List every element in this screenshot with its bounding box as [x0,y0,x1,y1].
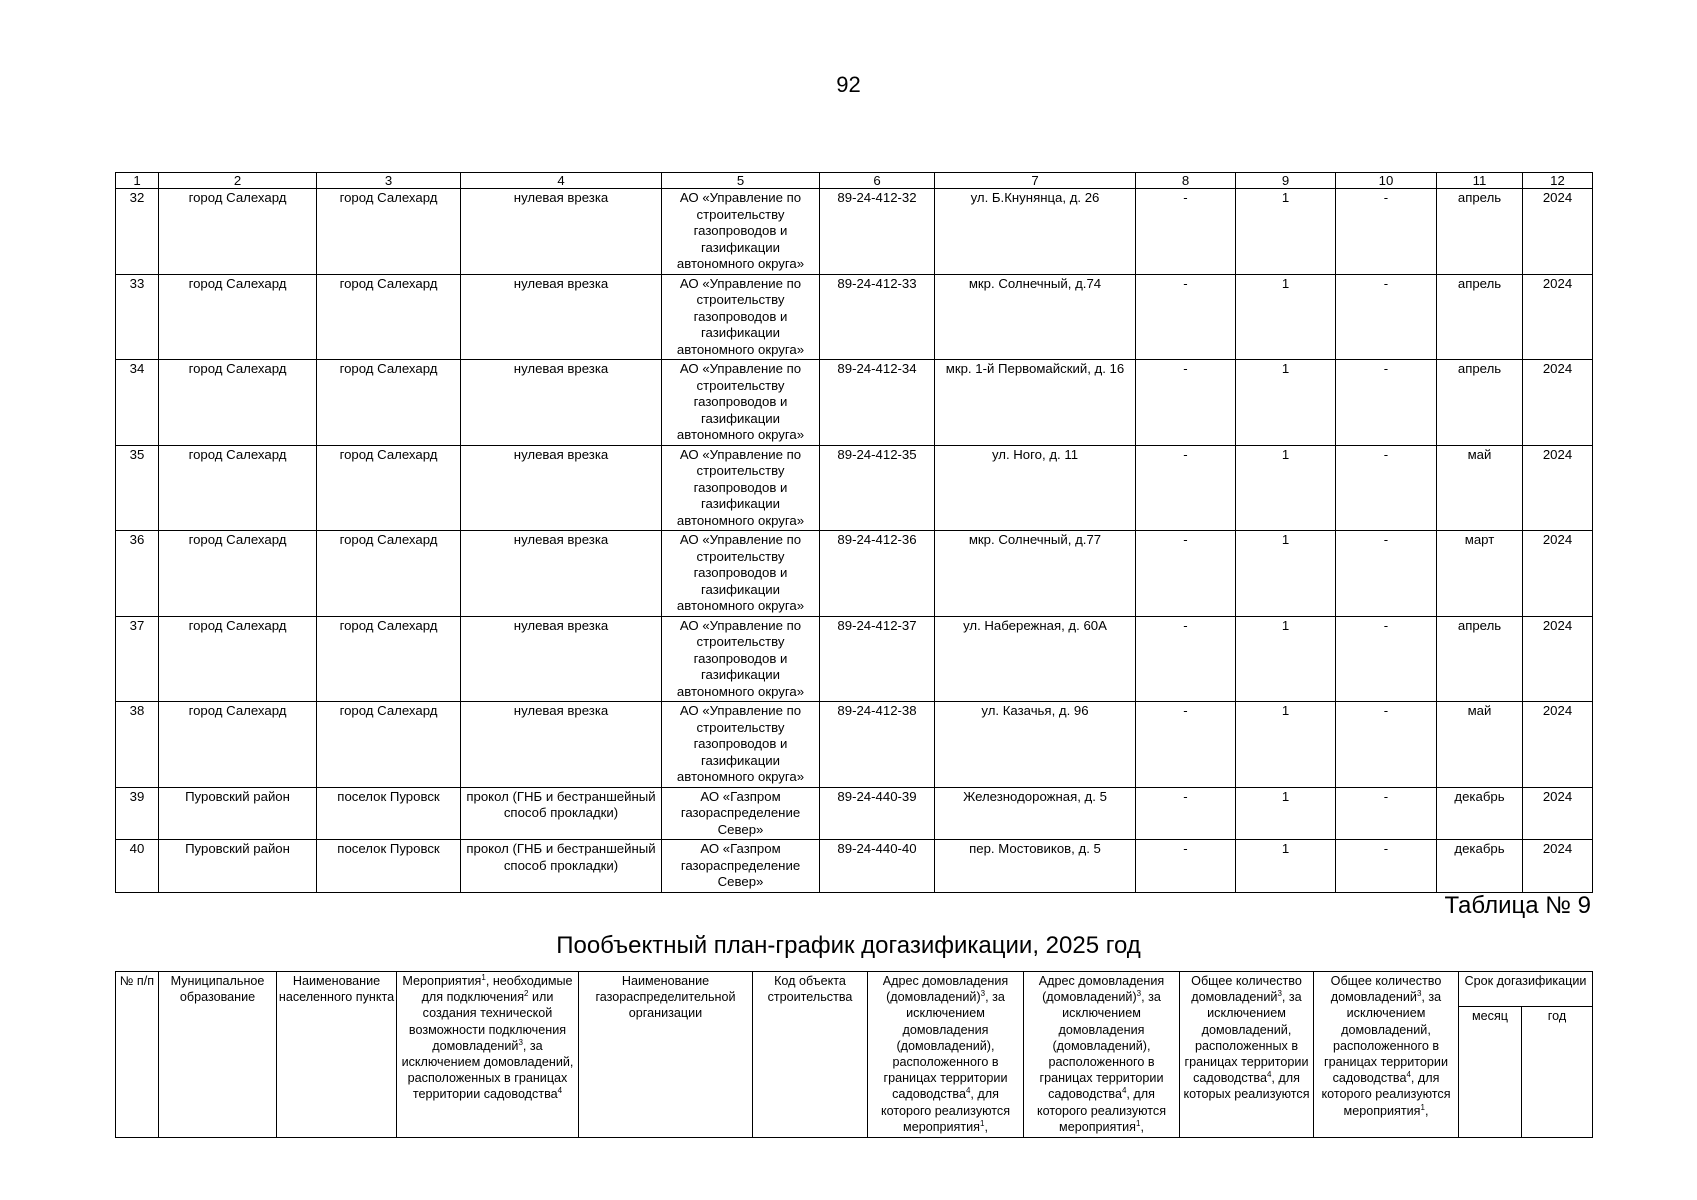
table-cell: - [1336,445,1437,531]
table-cell: 1 [1236,531,1336,617]
table-row [116,702,1593,788]
table-row [116,445,1593,531]
header-row-1 [116,972,1593,1007]
header-total-count-a: Общее количество домовладений$^3$, за исключением домовладений, расположенных в границах территории садоводства$^4$, для которых реализуются [1180,972,1314,1138]
gasification-table-continued [115,172,1593,893]
table-cell: 1 [1236,360,1336,446]
table-cell: 2024 [1523,616,1593,702]
table-cell: город Салехард [159,531,317,617]
table-cell: - [1336,787,1437,840]
table-cell: 1 [1236,274,1336,360]
table-cell: нулевая врезка [461,616,662,702]
table-cell: 89-24-412-32 [820,189,935,275]
table-cell: 89-24-440-40 [820,840,935,893]
table-cell: 33 [116,274,159,360]
table-cell: - [1136,445,1236,531]
table-cell: декабрь [1437,840,1523,893]
column-number: 3 [317,173,461,189]
table-cell: город Салехард [317,189,461,275]
table-cell: май [1437,702,1523,788]
table-cell: нулевая врезка [461,445,662,531]
page-number: 92 [836,72,861,97]
column-number: 5 [662,173,820,189]
table-cell: 1 [1236,787,1336,840]
table-cell: город Салехард [317,274,461,360]
table-cell: АО «Управление по строительству газопроводов и газификации автономного округа» [662,360,820,446]
table-cell: май [1437,445,1523,531]
table-cell: Пуровский район [159,787,317,840]
table-cell: 36 [116,531,159,617]
table-cell: прокол (ГНБ и бестраншейный способ прокладки) [461,840,662,893]
column-number-row [116,173,1593,189]
column-number: 2 [159,173,317,189]
table-cell: АО «Газпром газораспределение Север» [662,787,820,840]
table-cell: апрель [1437,616,1523,702]
table-cell: город Салехард [159,445,317,531]
table-cell: - [1336,840,1437,893]
table-cell: мкр. Солнечный, д.77 [935,531,1136,617]
table-cell: 89-24-412-33 [820,274,935,360]
table-cell: ул. Б.Кнунянца, д. 26 [935,189,1136,275]
table-cell: город Салехард [317,531,461,617]
table-cell: нулевая врезка [461,189,662,275]
table-row [116,616,1593,702]
table-cell: 2024 [1523,189,1593,275]
table-cell: поселок Пуровск [317,787,461,840]
table-cell: АО «Газпром газораспределение Север» [662,840,820,893]
table-cell: - [1136,360,1236,446]
table-cell: апрель [1437,360,1523,446]
table-cell: 34 [116,360,159,446]
table-cell: АО «Управление по строительству газопроводов и газификации автономного округа» [662,616,820,702]
table-cell: - [1336,189,1437,275]
table-caption: Таблица № 9 [1444,892,1591,919]
table-cell: город Салехард [159,189,317,275]
table-cell: 38 [116,702,159,788]
header-settlement: Наименование населенного пункта [277,972,397,1138]
table-cell: АО «Управление по строительству газопроводов и газификации автономного округа» [662,531,820,617]
table-cell: 89-24-412-38 [820,702,935,788]
header-number: № п/п [116,972,159,1138]
table-cell: 1 [1236,445,1336,531]
column-number: 12 [1523,173,1593,189]
table-cell: - [1336,702,1437,788]
table-cell: - [1136,702,1236,788]
column-number: 6 [820,173,935,189]
table-cell: АО «Управление по строительству газопроводов и газификации автономного округа» [662,445,820,531]
table-cell: декабрь [1437,787,1523,840]
table-cell: - [1336,360,1437,446]
table-cell: прокол (ГНБ и бестраншейный способ прокладки) [461,787,662,840]
table-cell: 35 [116,445,159,531]
table-cell: 89-24-440-39 [820,787,935,840]
header-municipality: Муниципальное образование [159,972,277,1138]
header-address-b: Адрес домовладения (домовладений)$^3$, за исключением домовладения (домовладений), расположенного в границах территории садоводства$^4$, для которого реализуются мероприятия$^1$, [1024,972,1180,1138]
table-cell: нулевая врезка [461,531,662,617]
table-cell: город Салехард [159,360,317,446]
table-cell: - [1136,616,1236,702]
table-cell: 40 [116,840,159,893]
header-gasification-term: Срок догазификации [1459,972,1593,1007]
column-number: 4 [461,173,662,189]
table-cell: - [1336,616,1437,702]
table-cell: поселок Пуровск [317,840,461,893]
table-cell: 2024 [1523,702,1593,788]
table-cell: город Салехард [317,702,461,788]
table-cell: мкр. Солнечный, д.74 [935,274,1136,360]
table-cell: 89-24-412-35 [820,445,935,531]
table-cell: город Салехард [317,445,461,531]
table-cell: - [1136,787,1236,840]
table-cell: 2024 [1523,840,1593,893]
table-cell: город Салехард [159,702,317,788]
table-cell: город Салехард [159,274,317,360]
table-cell: нулевая врезка [461,360,662,446]
column-number: 9 [1236,173,1336,189]
table-cell: 2024 [1523,531,1593,617]
column-number: 1 [116,173,159,189]
table-cell: ул. Ного, д. 11 [935,445,1136,531]
table-row [116,360,1593,446]
column-number: 11 [1437,173,1523,189]
table-row [116,787,1593,840]
table-cell: 32 [116,189,159,275]
table-cell: март [1437,531,1523,617]
header-gas-organization: Наименование газораспределительной организации [579,972,753,1138]
header-month: месяц [1459,1007,1522,1138]
table-cell: 89-24-412-37 [820,616,935,702]
header-total-count-b: Общее количество домовладений$^3$, за исключением домовладений, расположенного в границах территории садоводства$^4$, для которого реализуются мероприятия$^1$, [1314,972,1459,1138]
table-cell: - [1136,274,1236,360]
table-cell: АО «Управление по строительству газопроводов и газификации автономного округа» [662,189,820,275]
header-object-code: Код объекта строительства [753,972,868,1138]
table-cell: ул. Казачья, д. 96 [935,702,1136,788]
table-cell: 1 [1236,616,1336,702]
table-cell: Пуровский район [159,840,317,893]
table-cell: пер. Мостовиков, д. 5 [935,840,1136,893]
table-row [116,531,1593,617]
table-cell: 1 [1236,702,1336,788]
table-row [116,189,1593,275]
table-cell: АО «Управление по строительству газопроводов и газификации автономного округа» [662,274,820,360]
table-cell: 39 [116,787,159,840]
table-cell: - [1136,840,1236,893]
table-cell: - [1336,531,1437,617]
table-cell: 1 [1236,840,1336,893]
table-cell: 89-24-412-34 [820,360,935,446]
table-heading: Пообъектный план-график догазификации, 2025 год [556,932,1141,959]
table-cell: Железнодорожная, д. 5 [935,787,1136,840]
table-cell: АО «Управление по строительству газопроводов и газификации автономного округа» [662,702,820,788]
table-row [116,274,1593,360]
table-cell: нулевая врезка [461,702,662,788]
column-number: 7 [935,173,1136,189]
table-cell: 2024 [1523,445,1593,531]
column-number: 10 [1336,173,1437,189]
table-cell: мкр. 1-й Первомайский, д. 16 [935,360,1136,446]
column-number: 8 [1136,173,1236,189]
table-cell: 89-24-412-36 [820,531,935,617]
table-cell: 2024 [1523,274,1593,360]
table-cell: апрель [1437,189,1523,275]
table-cell: город Салехард [317,360,461,446]
table-cell: апрель [1437,274,1523,360]
table-cell: - [1136,531,1236,617]
table-cell: 2024 [1523,360,1593,446]
gasification-plan-table-2025 [115,971,1593,1138]
table-cell: ул. Набережная, д. 60А [935,616,1136,702]
table-cell: 1 [1236,189,1336,275]
header-address-a: Адрес домовладения (домовладений)$^3$, за исключением домовладения (домовладений), расположенного в границах территории садоводства$^4$, для которого реализуются мероприятия$^1$, [868,972,1024,1138]
table-cell: - [1136,189,1236,275]
table-cell: нулевая врезка [461,274,662,360]
table-cell: город Салехард [317,616,461,702]
table-row [116,840,1593,893]
table-cell: 2024 [1523,787,1593,840]
header-measures: Мероприятия$^1$, необходимые для подключения$^2$ или создания технической возможности подключения домовладений$^3$, за исключением домовладений, расположенных в границах территории садоводства$^4$ [397,972,579,1138]
header-year: год [1522,1007,1593,1138]
table-cell: город Салехард [159,616,317,702]
table-cell: 37 [116,616,159,702]
table-cell: - [1336,274,1437,360]
